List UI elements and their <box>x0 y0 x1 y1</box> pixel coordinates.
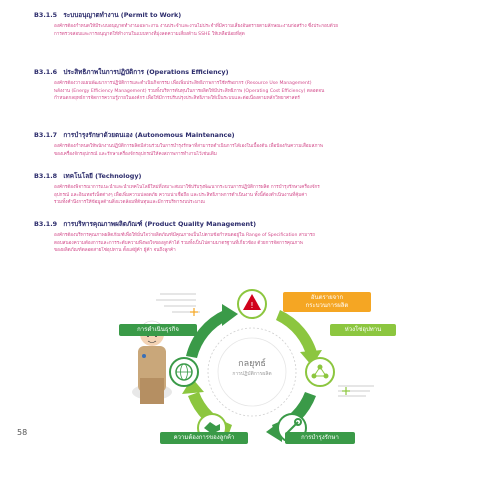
body-line: อุปกรณ์ และอินเทอร์เน็ตต่างๆ เพื่อเพิ่มความปลอดภัย ความน่าเชื่อถือ และประสิทธิภาพการดำเนินงาน ทั้งนี้ต้องดำเนินงานที่คุ้มค่า <box>54 192 307 198</box>
label-supply-chain: ห่วงโซ่อุปทาน <box>330 324 396 336</box>
body-line: ของผลิตภัณฑ์ตลอดสายโซ่อุปทาน ตั้งแต่ผู้ค้า ผู้ค้า จนถึงลูกค้า <box>54 248 176 254</box>
section-title-en: (Operations Efficiency) <box>146 68 229 76</box>
body-line: ของเครื่องจักรอุปกรณ์ และรักษาเครื่องจักรอุปกรณ์ให้คงสภาพการทำงานไว้เช่นเดิม <box>54 151 217 157</box>
body-line: ตอบสนองความต้องการและการระดับความพึงพอใจของลูกค้าได้ รวมทั้งเป็นไปตามมาตรฐานที่เกี่ยวข้อง ด้วยการจัดการคุณภาพ <box>54 240 303 246</box>
section-number: B3.1.9 <box>34 220 58 228</box>
label-customer-needs: ความต้องการของลูกค้า <box>160 432 248 444</box>
section-number: B3.1.8 <box>34 172 58 180</box>
node-network <box>306 358 334 386</box>
section-title-th: ระบบอนุญาตทำงาน <box>63 11 119 19</box>
body-line: องค์กรต้องบริหารคุณภาพผลิตภัณฑ์เพื่อให้มั่นใจว่าผลิตภัณฑ์มีคุณภาพเป็นไปตามข้อกำหนดอยู่ใน Range of Specification สามารถ <box>54 233 316 238</box>
body-line: การตรวจสอบและการอนุญาตให้ทำงานในแบบทางที่มุ่งลดความเสี่ยงด้าน SSHE ให้เหลือน้อยที่สุด <box>54 31 245 37</box>
node-warning <box>238 290 266 318</box>
section-title-th: การบำรุงรักษาด้วยตนเอง <box>63 131 133 139</box>
label-business-operation: การดำเนินธุรกิจ <box>119 324 197 336</box>
body-line: องค์กรต้องวางแผนพัฒนาการปฏิบัติการและดำเนินกิจกรรม เพื่อเพิ่มประสิทธิภาพการใช้ทรัพยากร (Resource Use Management) <box>54 81 312 86</box>
body-line: องค์กรต้องพิจารณาการแนะนำและนำเทคโนโลยีใหม่ที่เหมาะสมมาใช้ปรับรุงพัฒนากระบวนการปฏิบัติการผลิต การบำรุงรักษาเครื่องจักร <box>54 185 320 190</box>
body-line: องค์กรต้องกำหนดให้มีระบบอนุญาตทำงานเฉพาะงาน งานประจำและงานไม่ประจำที่มีความเสี่ยงอันตรายตามลักษณะงานก่อสร้าง ซึ่งประกอบด้วย <box>54 24 338 29</box>
plus-marker <box>342 387 350 395</box>
section-title-en: (Permit to Work) <box>120 11 182 19</box>
center-label <box>212 356 292 378</box>
arc-arrowhead <box>222 304 238 326</box>
body-line: พลังงาน (Energy Efficiency Management) รวมทั้งบริหารต้นทุนในการผลิตให้มีประสิทธิภาพ (Operating Cost Efficiency) ตลอดจน <box>54 88 325 94</box>
section-number: B3.1.6 <box>34 68 58 76</box>
section-title-en: (Technology) <box>95 172 142 180</box>
section-title-en: (Product Quality Management) <box>144 220 257 228</box>
node-globe <box>170 358 198 386</box>
section-number: B3.1.7 <box>34 131 58 139</box>
body-line: รวมทั้งคำนึงการให้ข้อมูลด้านสิ่งแวดล้อมที่ต้นทุนและมีการบริหารงบประมาณ <box>54 200 205 206</box>
svg-text:!: ! <box>250 301 254 310</box>
body-line: องค์กรต้องกำหนดให้พนักงานปฏิบัติการผลิตมีส่วนร่วมในการบำรุงรักษาที่สามารถดำเนินการได้เองในเบื้องต้น เพื่อป้องกันความเสื่อมสภาพ <box>54 144 324 149</box>
page-number: 58 <box>17 428 28 437</box>
section-number: B3.1.5 <box>34 11 58 19</box>
center-title: กลยุทธ์ <box>238 359 266 369</box>
section-title-th: การบริหารคุณภาพผลิตภัณฑ์ <box>63 220 143 228</box>
body-line: กำหนดกลยุทธ์การจัดการความรู้ภายในองค์กร เพื่อให้มีการปรับปรุงประสิทธิภาพให้เป็นระบบและต่อเนื่องตามหลักวิทยาศาสตร์ <box>54 96 300 102</box>
section-title-th: เทคโนโลยี <box>63 172 93 180</box>
label-process-hazard: อันตรายจาก กระบวนการผลิต <box>283 292 371 312</box>
label-maintenance: การบำรุงรักษา <box>285 432 355 444</box>
section-title-en: (Autonomous Maintenance) <box>134 131 235 139</box>
center-subtitle: การปฏิบัติการผลิต <box>232 371 272 377</box>
plus-marker <box>190 308 198 316</box>
section-title-th: ประสิทธิภาพในการปฏิบัติการ <box>63 68 145 76</box>
